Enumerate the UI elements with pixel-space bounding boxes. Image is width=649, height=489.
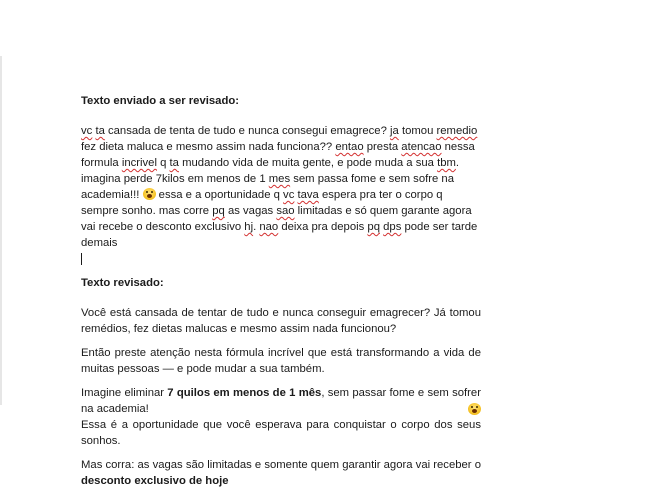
misspelled-word[interactable]: vc: [81, 125, 93, 137]
revised-p3-start: Imagine eliminar: [81, 387, 168, 399]
misspelled-word[interactable]: atencao: [401, 141, 442, 153]
revised-text-heading: Texto revisado:: [81, 277, 164, 289]
text-run: limitadas e só quem garante agora vai recebe o desconto exclusivo: [81, 205, 472, 233]
text-run: .: [253, 221, 260, 233]
face-screaming-in-fear-emoji: [143, 188, 156, 200]
window-top-margin: [0, 0, 649, 56]
misspelled-word[interactable]: dps: [383, 221, 402, 233]
misspelled-word[interactable]: ja: [390, 125, 399, 137]
spacer: [81, 267, 481, 275]
text-run: q: [156, 157, 170, 169]
revised-paragraph-3[interactable]: [81, 385, 481, 449]
text-run: presta: [363, 141, 402, 153]
revised-p4-bold: desconto exclusivo de hoje: [81, 475, 229, 487]
text-run: fez dieta maluca e mesmo assim nada funciona??: [81, 141, 336, 153]
spacer: [81, 377, 481, 385]
misspelled-word[interactable]: incrivel: [121, 157, 157, 169]
misspelled-word[interactable]: tbm: [437, 157, 456, 169]
revised-paragraph-2[interactable]: Então preste atenção nesta fórmula incrível que está transformando a vida de muitas pessoas — e pode mudar a sua também.: [81, 347, 481, 375]
revised-p3-line2: Essa é a oportunidade que você esperava para conquistar o corpo dos seus sonhos.: [81, 419, 481, 447]
revised-p3-bold: 7 quilos em menos de 1 mês: [167, 387, 322, 399]
text-run: . imagina perde 7kilos em menos de 1: [81, 157, 460, 185]
text-run: nessa formula: [81, 141, 475, 169]
misspelled-word[interactable]: mes: [268, 173, 291, 185]
text-run: mudando vida de muita gente, e pode muda a sua: [178, 157, 438, 169]
misspelled-word[interactable]: sao: [276, 205, 295, 217]
text-run: tomou: [398, 125, 437, 137]
misspelled-word[interactable]: vc: [283, 189, 295, 201]
misspelled-word[interactable]: pq: [212, 205, 225, 217]
empty-line[interactable]: [81, 251, 481, 267]
misspelled-word[interactable]: remedio: [436, 125, 478, 137]
document-body[interactable]: [81, 93, 481, 489]
revised-p3-rest: , sem passar fome e sem sofrer na academia!: [81, 387, 481, 415]
original-text-heading: Texto enviado a ser revisado:: [81, 95, 240, 107]
spacer: [81, 449, 481, 457]
text-run: deixa pra depois: [278, 221, 368, 233]
page-left-edge: [0, 56, 2, 405]
text-run: espera pra ter o corpo q sempre sonho. mas corre: [81, 189, 443, 217]
spacer: [81, 337, 481, 345]
text-run: as vagas: [224, 205, 277, 217]
text-run: sem passa fome e sem sofre na academia!!!: [81, 173, 454, 201]
text-run: cansada de tenta de tudo e nunca consegui emagrece?: [104, 125, 391, 137]
misspelled-word[interactable]: nao: [259, 221, 279, 233]
revised-paragraph-1[interactable]: Você está cansada de tentar de tudo e nunca conseguir emagrecer? Já tomou remédios, fez dietas malucas e mesmo assim nada funcionou?: [81, 307, 481, 335]
text-cursor: [81, 253, 82, 265]
misspelled-word[interactable]: entao: [335, 141, 364, 153]
misspelled-word[interactable]: pq: [367, 221, 380, 233]
original-text-paragraph[interactable]: [81, 123, 481, 251]
revised-paragraph-4[interactable]: [81, 457, 481, 489]
misspelled-word[interactable]: ta: [95, 125, 105, 137]
misspelled-word[interactable]: hj: [244, 221, 254, 233]
text-run: pode ser tarde demais: [81, 221, 478, 249]
spacer: [81, 291, 481, 305]
text-run: essa e a oportunidade q: [155, 189, 284, 201]
misspelled-word[interactable]: ta: [169, 157, 179, 169]
misspelled-word[interactable]: tava: [297, 189, 319, 201]
spacer: [81, 109, 481, 123]
revised-p4-start: Mas corra: as vagas são limitadas e somente quem garantir agora vai receber o: [81, 459, 481, 471]
